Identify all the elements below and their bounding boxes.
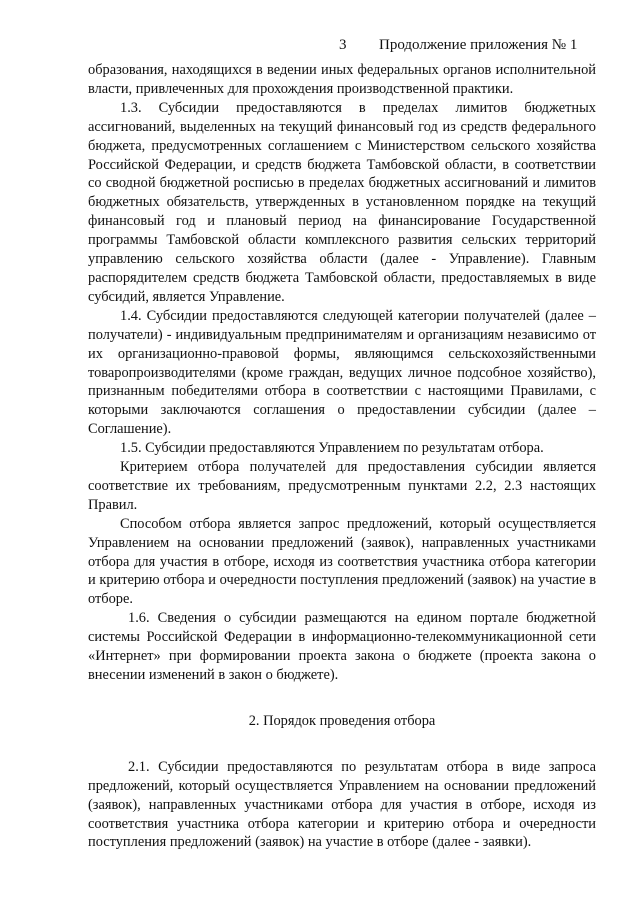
appendix-continuation-label: Продолжение приложения № 1: [379, 37, 578, 53]
paragraph-2-1: 2.1. Субсидии предоставляются по результатам отбора в виде запроса предложений, который осуществляется Управлением на основании предложений (заявок), направленных участниками отбора для участия в отборе, исходя из соответствия участника отбора категории и критерию отбора и очередности поступления предложений (заявок) на участие в отборе (далее - заявки).: [88, 758, 596, 851]
document-body: [88, 61, 596, 852]
paragraph-selection-criterion: Критерием отбора получателей для предоставления субсидии является соответствие их требованиям, предусмотренным пунктами 2.2, 2.3 настоящих Правил.: [88, 459, 596, 513]
page-number: 3: [339, 37, 347, 53]
paragraph-1-4: 1.4. Субсидии предоставляются следующей категории получателей (далее – получатели) - индивидуальным предпринимателям и организациям независимо от их организационно-правовой формы, являющимся сельскохозяйственными товаропроизводителями (кроме граждан, ведущих личное подсобное хозяйство), признанным победителями отбора в соответствии с настоящими Правилами, с которыми заключаются соглашения о предоставлении субсидии (далее – Соглашение).: [88, 307, 596, 438]
paragraph-continued: образования, находящихся в ведении иных федеральных органов исполнительной власти, привлеченных для прохождения производственной практики.: [88, 62, 596, 97]
paragraph-1-3: 1.3. Субсидии предоставляются в пределах лимитов бюджетных ассигнований, выделенных на текущий финансовый год из средств федерального бюджета, предусмотренных соглашением с Министерством сельского хозяйства Российской Федерации, и средств бюджета Тамбовской области, в соответствии со сводной бюджетной росписью в пределах бюджетных ассигнований и лимитов бюджетных обязательств, утвержденных в установленном порядке на текущий финансовый год и плановый период на финансирование Государственной программы Тамбовской области комплексного развития сельских территорий управлению сельского хозяйства области (далее - Управление). Главным распорядителем средств бюджета Тамбовской области, предоставляемых в виде субсидий, является Управление.: [88, 99, 596, 305]
paragraph-1-6: 1.6. Сведения о субсидии размещаются на едином портале бюджетной системы Российской Федерации в информационно-телекоммуникационной сети «Интернет» при формировании проекта закона о бюджете (проекта закона о внесении изменений в закон о бюджете).: [88, 610, 596, 683]
section-heading: 2. Порядок проведения отбора: [248, 712, 436, 729]
page-header: [0, 37, 640, 57]
paragraph-selection-method: Способом отбора является запрос предложений, который осуществляется Управлением на основании предложений (заявок), направленных участниками отбора для участия в отборе, исходя из соответствия участника отбора категории и критерию отбора и очередности поступления предложений (заявок) на участие в отборе.: [88, 515, 596, 608]
paragraph-1-5: 1.5. Субсидии предоставляются Управлением по результатам отбора.: [120, 440, 544, 457]
